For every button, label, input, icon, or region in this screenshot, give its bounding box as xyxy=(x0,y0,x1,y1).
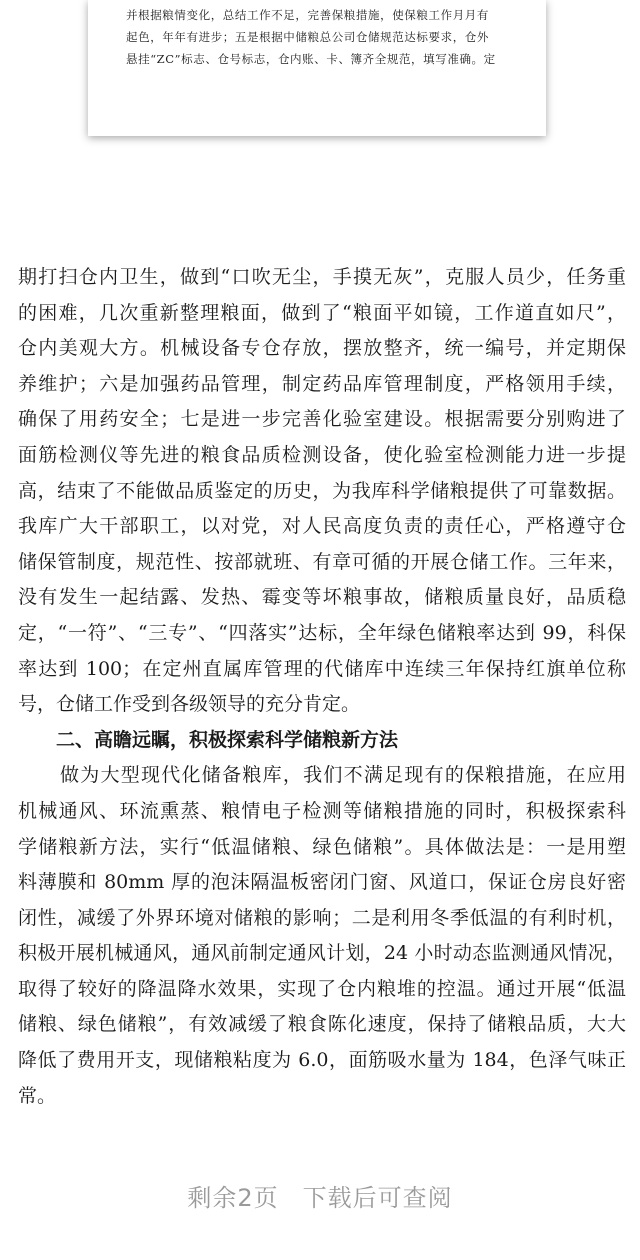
body-line: 储保管制度，规范性、按部就班、有章可循的开展仓储工作。三年来， xyxy=(18,550,626,573)
download-hint-label: 下载后可查阅 xyxy=(302,1184,453,1212)
body-line: 率达到 100；在定州直属库管理的代储库中连续三年保持红旗单位称 xyxy=(18,657,626,680)
body-line: 面筋检测仪等先进的粮食品质检测设备，使化验室检测能力进一步提 xyxy=(18,443,626,466)
section-line: 取得了较好的降温降水效果，实现了仓内粮堆的控温。通过开展“低温 xyxy=(18,977,626,1000)
body-line: 定，“一符”、“三专”、“四落实”达标，全年绿色储粮率达到 99，科保 xyxy=(18,621,626,644)
body-line: 确保了用药安全；七是进一步完善化验室建设。根据需要分别购进了 xyxy=(18,408,626,431)
section-line: 常。 xyxy=(18,1084,57,1107)
preview-line: 起色，年年有进步；五是根据中储粮总公司仓储规范达标要求，仓外 xyxy=(126,30,489,44)
body-line: 号，仓储工作受到各级领导的充分肯定。 xyxy=(18,693,361,716)
preview-page-card xyxy=(88,0,546,136)
section-line: 料薄膜和 80mm 厚的泡沫隔温板密闭门窗、风道口，保证仓房良好密 xyxy=(18,871,626,894)
body-line: 高，结束了不能做品质鉴定的历史，为我库科学储粮提供了可靠数据。 xyxy=(18,479,626,502)
download-prompt[interactable] xyxy=(0,1178,640,1213)
body-line: 我库广大干部职工，以对党，对人民高度负责的责任心，严格遵守仓 xyxy=(18,515,626,538)
section-line: 降低了费用开支，现储粮粘度为 6.0，面筋吸水量为 184，色泽气味正 xyxy=(18,1049,626,1072)
body-line: 期打扫仓内卫生，做到“口吹无尘，手摸无灰”，克服人员少，任务重 xyxy=(18,266,626,288)
body-line: 养维护；六是加强药品管理，制定药品库管理制度，严格领用手续， xyxy=(18,372,626,395)
section-line: 闭性，减缓了外界环境对储粮的影响；二是利用冬季低温的有利时机， xyxy=(18,906,626,929)
body-line: 仓内美观大方。机械设备专仓存放，摆放整齐，统一编号，并定期保 xyxy=(18,337,626,360)
section-line: 积极开展机械通风，通风前制定通风计划，24 小时动态监测通风情况， xyxy=(18,942,626,965)
section-line: 储粮、绿色储粮”，有效减缓了粮食陈化速度，保持了储粮品质，大大 xyxy=(18,1013,626,1036)
remaining-pages-label: 剩余2页 xyxy=(187,1184,279,1212)
body-line: 的困难，几次重新整理粮面，做到了“粮面平如镜，工作道直如尺”， xyxy=(18,301,626,324)
preview-line: 悬挂“ZC”标志、仓号标志，仓内账、卡、簿齐全规范，填写准确。定 xyxy=(126,52,496,66)
document-body xyxy=(18,260,626,1114)
preview-line: 并根据粮情变化，总结工作不足，完善保粮措施，使保粮工作月月有 xyxy=(126,8,489,22)
section-line: 学储粮新方法，实行“低温储粮、绿色储粮”。具体做法是：一是用塑 xyxy=(18,835,626,858)
section-heading: 二、高瞻远瞩，积极探索科学储粮新方法 xyxy=(56,728,399,751)
section-line: 机械通风、环流熏蒸、粮情电子检测等储粮措施的同时，积极探索科 xyxy=(18,799,626,822)
section-line: 做为大型现代化储备粮库，我们不满足现有的保粮措施，在应用 xyxy=(60,764,626,787)
body-line: 没有发生一起结露、发热、霉变等坏粮事故，储粮质量良好，品质稳 xyxy=(18,586,626,609)
